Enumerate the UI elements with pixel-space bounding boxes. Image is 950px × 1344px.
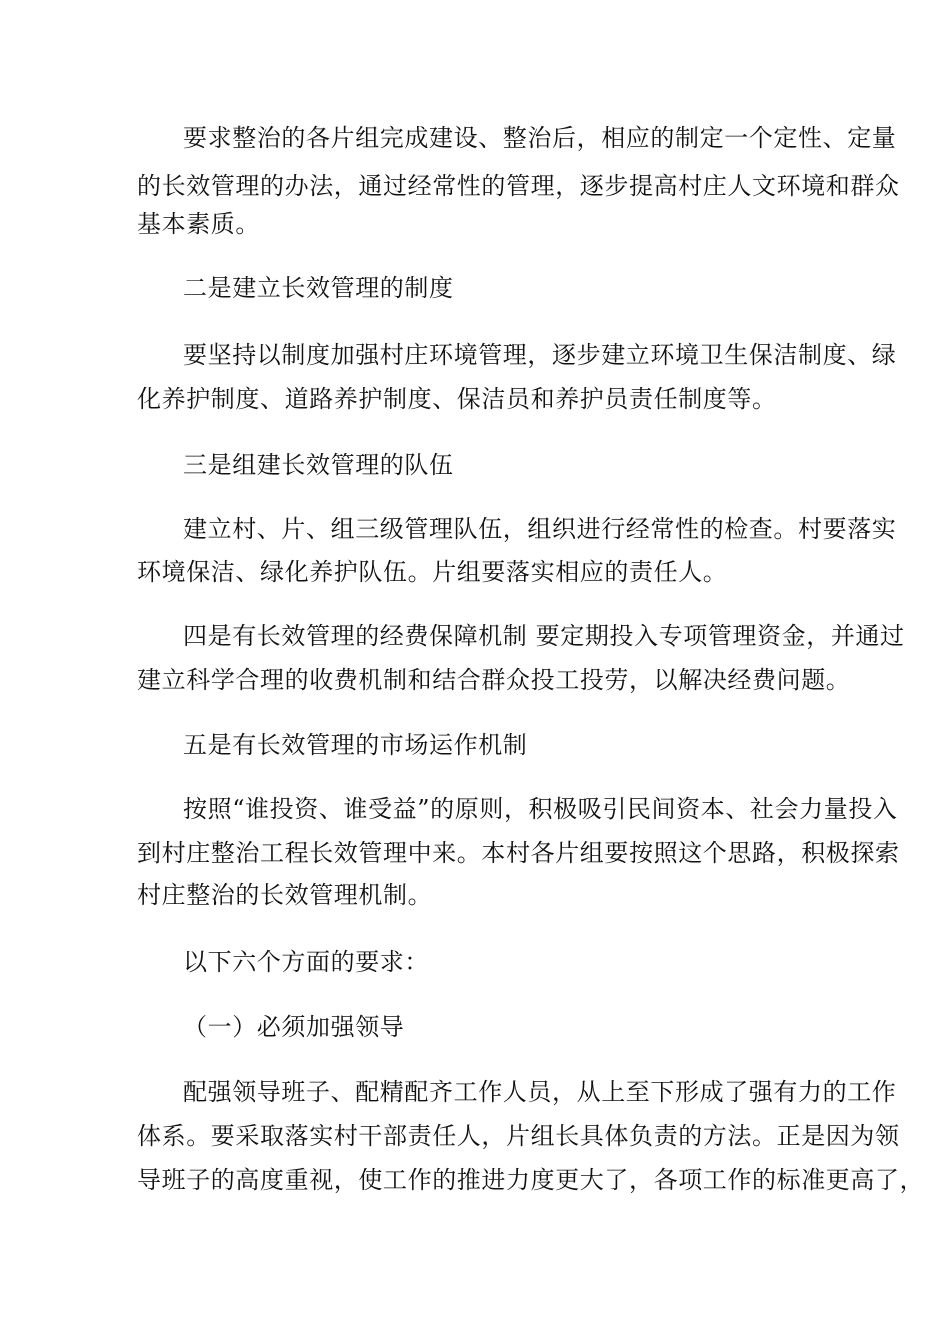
section-heading: 以下六个方面的要求： [183,948,429,976]
paragraph-line: 按照“谁投资、谁受益”的原则，积极吸引民间资本、社会力量投入 [183,795,898,823]
paragraph-line: 要求整治的各片组完成建设、整治后，相应的制定一个定性、定量 [183,124,897,152]
paragraph-line: 体系。要采取落实村干部责任人，片组长具体负责的方法。正是因为领 [137,1122,900,1150]
paragraph-line: 要坚持以制度加强村庄环境管理，逐步建立环境卫生保洁制度、绿 [183,341,897,369]
section-heading: 二是建立长效管理的制度 [183,274,454,302]
paragraph-line: 配强领导班子、配精配齐工作人员，从上至下形成了强有力的工作 [183,1078,897,1106]
paragraph-line: 村庄整治的长效管理机制。 [137,881,433,909]
paragraph-line: 到村庄整治工程长效管理中来。本村各片组要按照这个思路，积极探索 [137,839,900,867]
section-heading: 三是组建长效管理的队伍 [183,451,454,479]
paragraph-line: 基本素质。 [137,210,260,238]
paragraph-line: 建立科学合理的收费机制和结合群众投工投劳，以解决经费问题。 [137,666,851,694]
paragraph-line: 环境保洁、绿化养护队伍。片组要落实相应的责任人。 [137,558,728,586]
paragraph-line: 化养护制度、道路养护制度、保洁员和养护员责任制度等。 [137,385,777,413]
paragraph-line: 导班子的高度重视，使工作的推进力度更大了，各项工作的标准更高了， [137,1166,925,1194]
paragraph-line: 四是有长效管理的经费保障机制 要定期投入专项管理资金，并通过 [183,622,905,650]
section-heading: （一）必须加强领导 [183,1013,405,1041]
paragraph-line: 建立村、片、组三级管理队伍，组织进行经常性的检查。村要落实 [183,515,897,543]
paragraph-line: 的长效管理的办法，通过经常性的管理，逐步提高村庄人文环境和群众 [137,172,900,200]
section-heading: 五是有长效管理的市场运作机制 [183,731,528,759]
